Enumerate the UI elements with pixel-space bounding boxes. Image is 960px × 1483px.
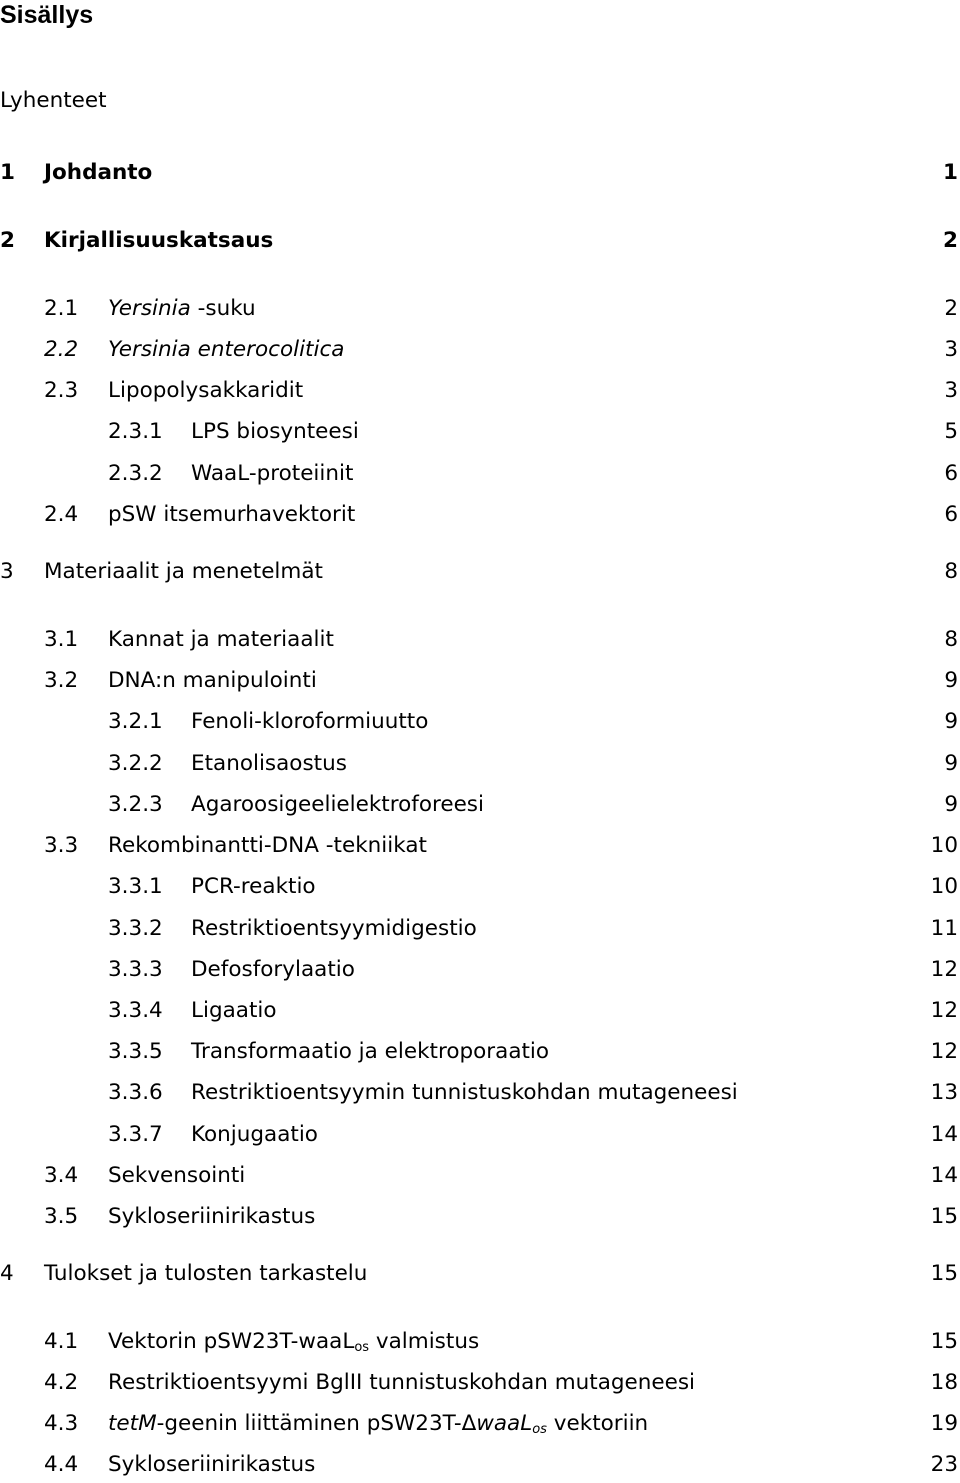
toc-page: 8: [944, 559, 958, 584]
toc-title: Tulokset ja tulosten tarkastelu: [44, 1261, 368, 1286]
toc-page: 6: [944, 502, 958, 527]
toc-entry-2-4[interactable]: [0, 500, 958, 530]
toc-title: [108, 294, 256, 324]
toc-entry-3-3[interactable]: [0, 831, 958, 861]
toc-number: 3.3.4: [108, 998, 163, 1023]
toc-number: 4.1: [44, 1329, 79, 1354]
toc-entry-3-3-6[interactable]: [0, 1078, 958, 1108]
toc-page: 19: [930, 1411, 958, 1436]
toc-title: Transformaatio ja elektroporaatio: [191, 1039, 550, 1064]
toc-number: 3.3.5: [108, 1039, 163, 1064]
toc-entry-2-3-2[interactable]: [0, 459, 958, 489]
toc-entry-4-2[interactable]: [0, 1368, 958, 1398]
toc-number: 3.2.2: [108, 751, 163, 776]
toc-entry-chapter-3[interactable]: [0, 557, 958, 587]
toc-entry-3-2-1[interactable]: [0, 707, 958, 737]
toc-title: Agaroosigeelielektroforeesi: [191, 792, 484, 817]
toc-page: 9: [944, 709, 958, 734]
toc-page: 9: [944, 668, 958, 693]
toc-page: 2: [944, 296, 958, 321]
toc-page: 3: [944, 337, 958, 362]
toc-title-part-b: vektoriin: [546, 1411, 649, 1436]
toc-entry-chapter-4[interactable]: [0, 1259, 958, 1289]
toc-number: 3.2: [44, 668, 79, 693]
toc-number: 2.1: [44, 296, 79, 321]
toc-page: 6: [944, 461, 958, 486]
toc-title: Etanolisaostus: [191, 751, 347, 776]
toc-title-italic: Yersinia: [108, 296, 191, 321]
toc-number: 4.3: [44, 1411, 79, 1436]
toc-page: 10: [930, 833, 958, 858]
page-title: Sisällys: [0, 1, 94, 29]
toc-title: DNA:n manipulointi: [108, 668, 317, 693]
toc-entry-3-3-2[interactable]: [0, 914, 958, 944]
toc-number: 3.3.6: [108, 1080, 163, 1105]
toc-page: 12: [930, 998, 958, 1023]
toc-number: 2: [0, 228, 15, 253]
toc-page: 12: [930, 957, 958, 982]
toc-page: 13: [930, 1080, 958, 1105]
toc-page: 14: [930, 1163, 958, 1188]
toc-entry-2-2[interactable]: [0, 335, 958, 365]
toc-number: 2.4: [44, 502, 79, 527]
toc-entry-3-3-1[interactable]: [0, 872, 958, 902]
toc-number: 2.3: [44, 378, 79, 403]
toc-number: 4.2: [44, 1370, 79, 1395]
toc-page: 5: [944, 419, 958, 444]
toc-title: Lyhenteet: [0, 88, 107, 113]
toc-title: Materiaalit ja menetelmät: [44, 559, 323, 584]
toc-entry-abbreviations[interactable]: [0, 86, 958, 116]
toc-number: 1: [0, 160, 15, 185]
toc-title: Ligaatio: [191, 998, 277, 1023]
toc-entry-2-1[interactable]: [0, 294, 958, 324]
toc-number: 4.4: [44, 1452, 79, 1477]
toc-number: 4: [0, 1261, 14, 1286]
toc-page: 9: [944, 751, 958, 776]
toc-title: Restriktioentsyymidigestio: [191, 916, 477, 941]
toc-entry-2-3[interactable]: [0, 376, 958, 406]
toc-title: LPS biosynteesi: [191, 419, 359, 444]
toc-entry-chapter-2[interactable]: [0, 226, 958, 256]
toc-number: 3.3.3: [108, 957, 163, 982]
toc-title: Sekvensointi: [108, 1163, 246, 1188]
toc-title-part-b: valmistus: [369, 1329, 480, 1354]
toc-title: Kirjallisuuskatsaus: [44, 228, 274, 253]
toc-title: [108, 1327, 479, 1363]
toc-title-part-a: Vektorin pSW23T-waaL: [108, 1329, 355, 1354]
toc-page: 14: [930, 1122, 958, 1147]
toc-number: 2.2: [44, 337, 79, 362]
toc-entry-3-3-4[interactable]: [0, 996, 958, 1026]
toc-entry-3-5[interactable]: [0, 1202, 958, 1232]
toc-title: Restriktioentsyymi BglII tunnistuskohdan mutageneesi: [108, 1370, 696, 1395]
toc-title: PCR-reaktio: [191, 874, 316, 899]
toc-page: 12: [930, 1039, 958, 1064]
toc-entry-4-3[interactable]: [0, 1409, 958, 1439]
toc-entry-3-4[interactable]: [0, 1161, 958, 1191]
toc-title: Defosforylaatio: [191, 957, 355, 982]
toc-title-italic-a: tetM: [108, 1411, 157, 1436]
toc-entry-3-2-2[interactable]: [0, 749, 958, 779]
toc-number: 2.3.1: [108, 419, 163, 444]
toc-number: 3.3: [44, 833, 79, 858]
toc-title: Sykloseriinirikastus: [108, 1452, 316, 1477]
toc-page: 15: [930, 1329, 958, 1354]
toc-page: 3: [944, 378, 958, 403]
toc-page: 23: [930, 1452, 958, 1477]
toc-entry-2-3-1[interactable]: [0, 417, 958, 447]
toc-number: 3.2.1: [108, 709, 163, 734]
toc-page: 2: [943, 228, 958, 253]
toc-entry-chapter-1[interactable]: [0, 158, 958, 188]
toc-page: 15: [930, 1261, 958, 1286]
toc-number: 3.3.7: [108, 1122, 163, 1147]
toc-title: Johdanto: [44, 160, 153, 185]
toc-page: 9: [944, 792, 958, 817]
toc-entry-3-1[interactable]: [0, 625, 958, 655]
toc-entry-4-1[interactable]: [0, 1327, 958, 1357]
toc-title: WaaL-proteiinit: [191, 461, 354, 486]
toc-number: 3.4: [44, 1163, 79, 1188]
toc-number: 3.5: [44, 1204, 79, 1229]
toc-title-subscript: os: [354, 1340, 370, 1355]
toc-page: 8: [944, 627, 958, 652]
toc-number: 3.1: [44, 627, 79, 652]
toc-number: 3: [0, 559, 14, 584]
toc-title: Kannat ja materiaalit: [108, 627, 334, 652]
toc-entry-3-2-3[interactable]: [0, 790, 958, 820]
toc-entry-3-2[interactable]: [0, 666, 958, 696]
toc-title-rest: -suku: [190, 296, 256, 321]
toc-page: 18: [930, 1370, 958, 1395]
toc-entry-3-3-5[interactable]: [0, 1037, 958, 1067]
toc-page: 1: [943, 160, 958, 185]
toc-entry-3-3-3[interactable]: [0, 955, 958, 985]
toc-number: 3.3.1: [108, 874, 163, 899]
toc-title: Lipopolysakkaridit: [108, 378, 304, 403]
toc-title: Rekombinantti-DNA -tekniikat: [108, 833, 427, 858]
toc-title: [108, 1409, 648, 1445]
toc-title: Fenoli-kloroformiuutto: [191, 709, 429, 734]
toc-title-subscript: os: [532, 1422, 547, 1437]
toc-title: Yersinia enterocolitica: [108, 337, 345, 362]
toc-title: Konjugaatio: [191, 1122, 318, 1147]
toc-entry-3-3-7[interactable]: [0, 1120, 958, 1150]
toc-entry-4-4[interactable]: [0, 1450, 958, 1480]
toc-title: Sykloseriinirikastus: [108, 1204, 316, 1229]
toc-title: Restriktioentsyymin tunnistuskohdan mutageneesi: [191, 1080, 738, 1105]
toc-number: 2.3.2: [108, 461, 163, 486]
toc-page: 10: [930, 874, 958, 899]
toc-title-part-a: -geenin liittäminen pSW23T-Δ: [156, 1411, 477, 1436]
toc-title-italic-b: waaL: [476, 1411, 533, 1436]
toc-number: 3.3.2: [108, 916, 163, 941]
toc-page: 11: [930, 916, 958, 941]
toc-page: 15: [930, 1204, 958, 1229]
toc-title: pSW itsemurhavektorit: [108, 502, 356, 527]
toc-number: 3.2.3: [108, 792, 163, 817]
